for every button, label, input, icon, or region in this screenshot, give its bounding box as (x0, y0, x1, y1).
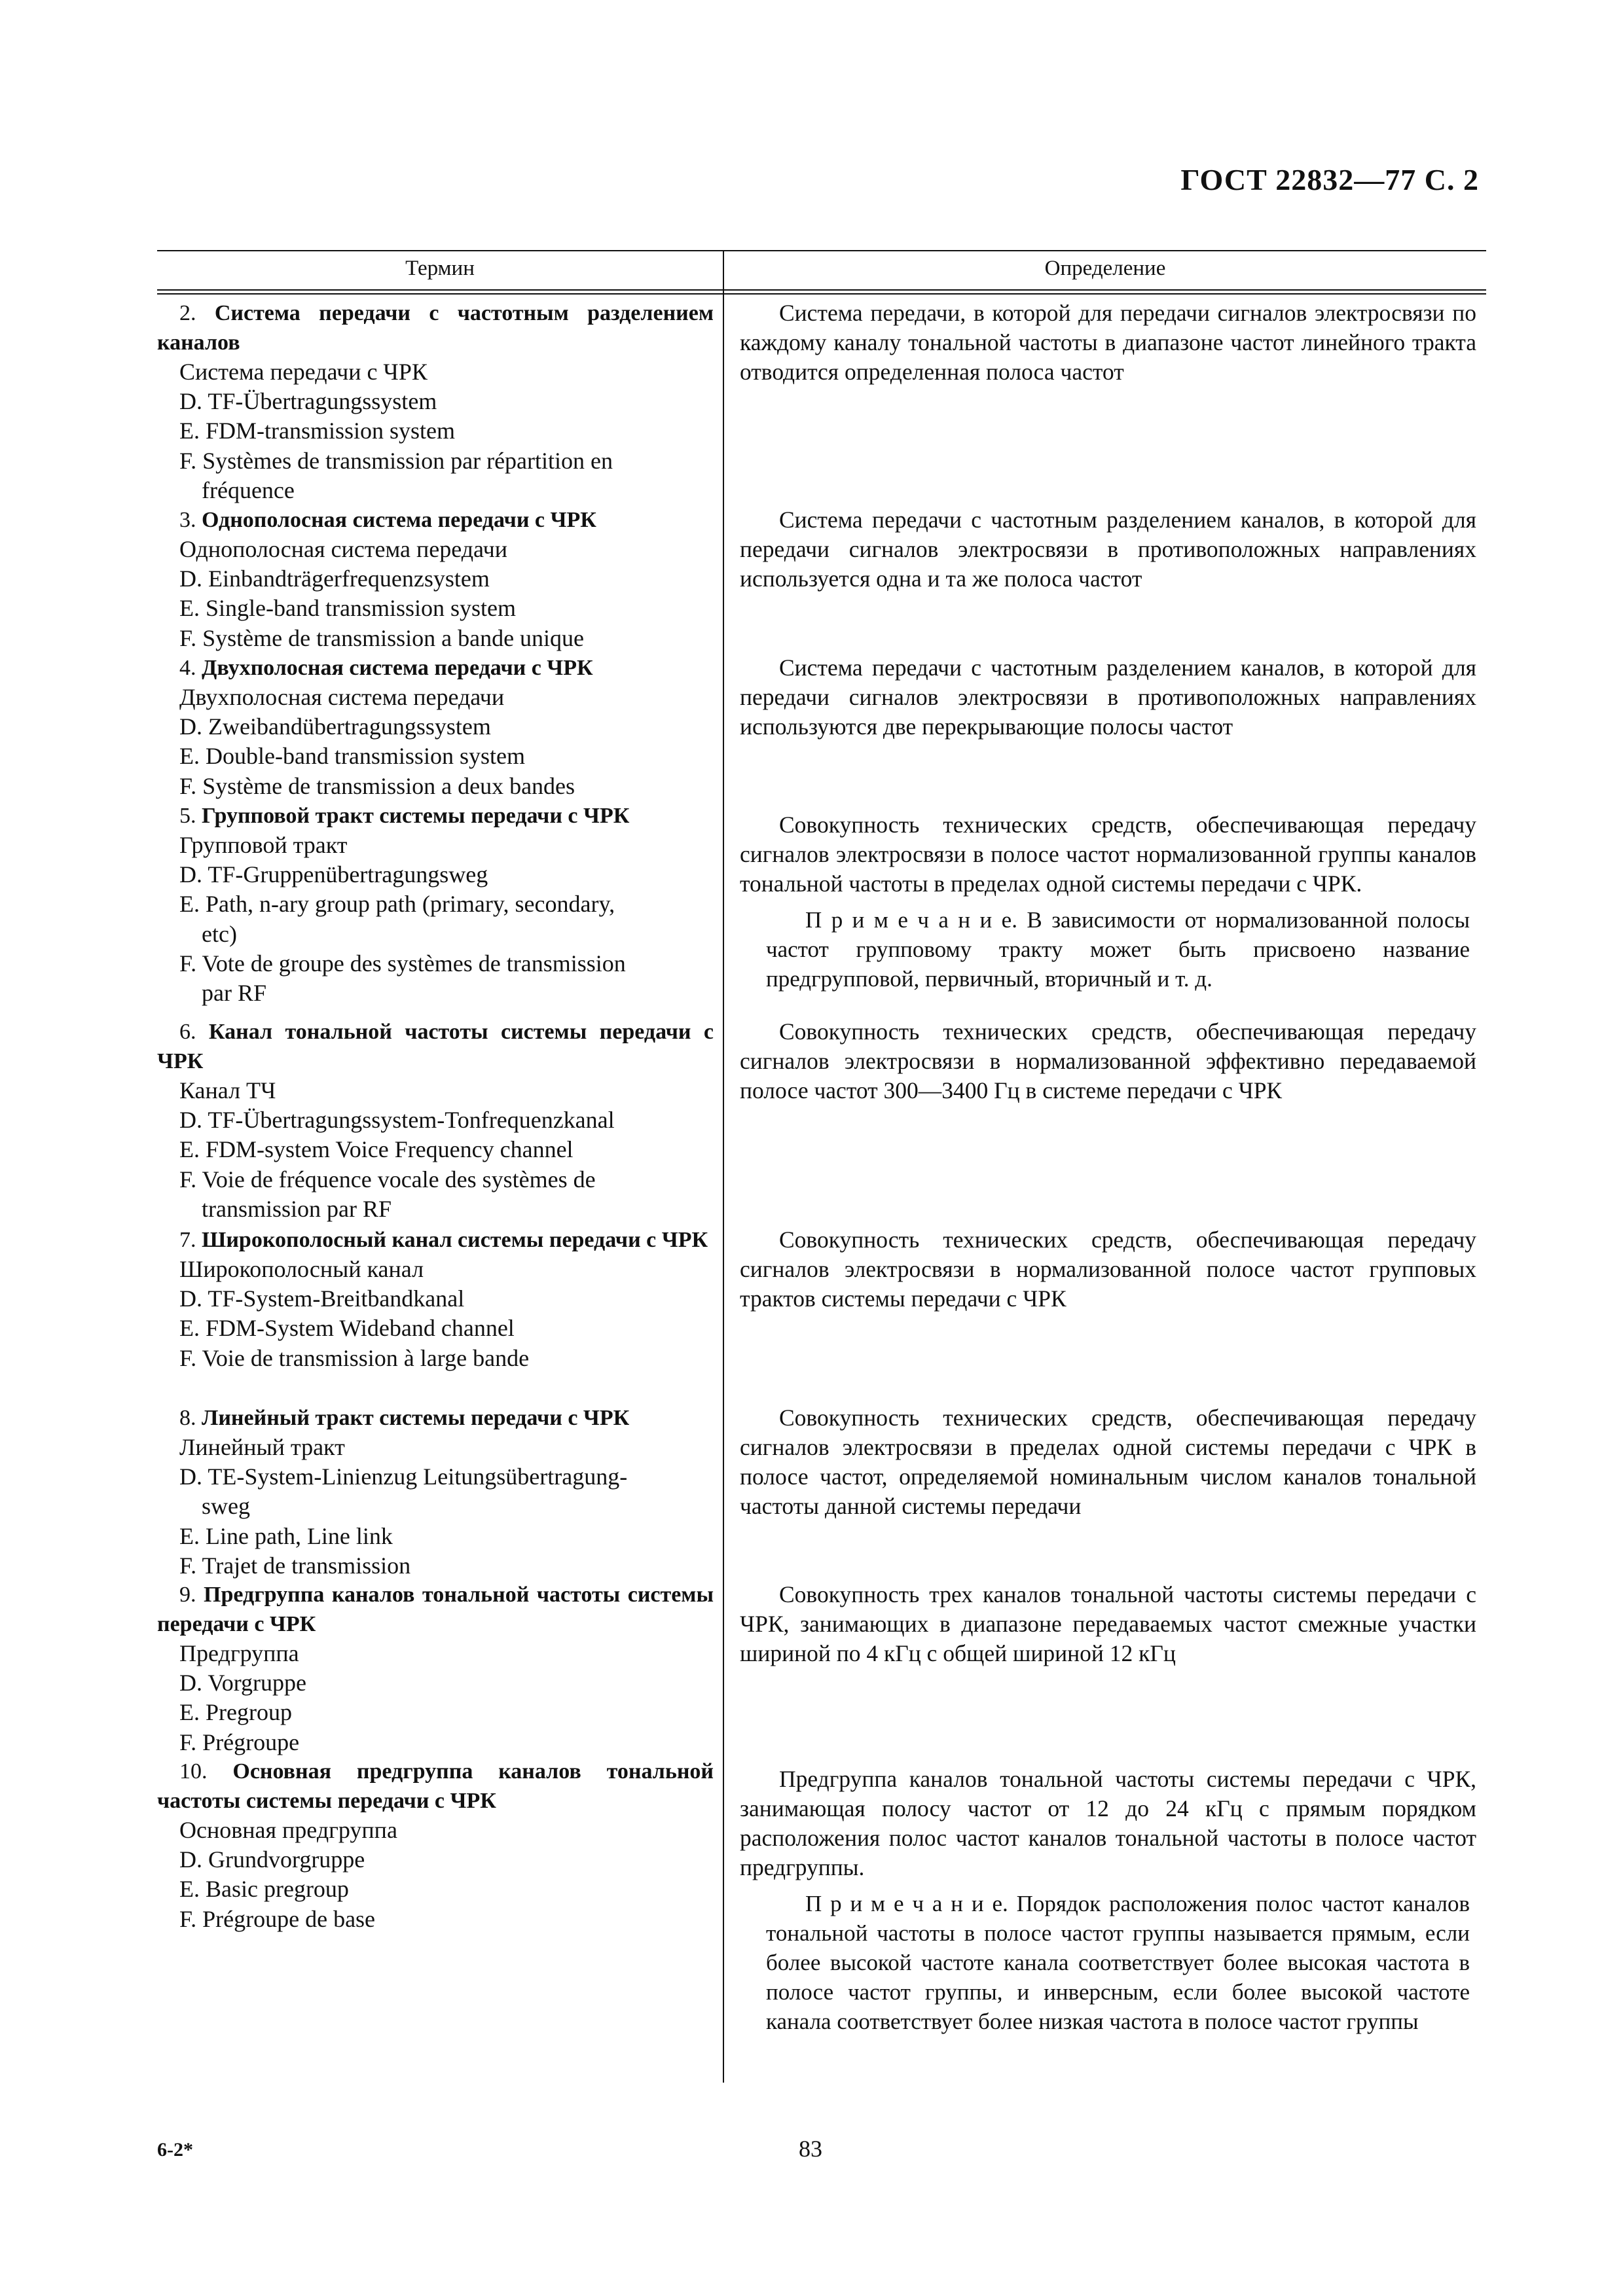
footer-code: 6-2* (157, 2139, 193, 2161)
column-header-definition: Определение (1044, 257, 1166, 280)
term-english-cont: etc) (202, 920, 237, 947)
definition-entry (740, 298, 1476, 387)
term-german: D. TF-Gruppenübertragungsweg (179, 861, 488, 888)
term-heading: 9. Предгруппа каналов тональной частоты системы передачи с ЧРК (157, 1583, 714, 1636)
term-german: D. Einbandträgerfrequenzsystem (179, 565, 490, 592)
term-heading: 6. Канал тональной частоты системы передачи с ЧРК (157, 1020, 714, 1073)
term-synonym: Групповой тракт (179, 832, 348, 858)
term-synonym: Двухполосная система передачи (179, 684, 505, 710)
term-german: D. Zweibandübertragungssystem (179, 713, 491, 740)
term-french: F. Systèmes de transmission par répartition en (179, 447, 613, 474)
term-french-cont: transmission par RF (202, 1195, 392, 1222)
definition-text: Система передачи с частотным разделением каналов, в которой для передачи сигналов электросвязи в противоположных направлениях используются две перекрывающие полосы частот (740, 655, 1476, 740)
definition-text: Предгруппа каналов тональной частоты системы передачи с ЧРК, занимающая полосу частот от 12 до 24 кГц с прямым порядком расположения полос частот каналов тональной частоты в полосе частот предгруппы. (740, 1766, 1476, 1880)
page-number: 83 (799, 2136, 822, 2162)
term-english: E. Single-band transmission system (179, 595, 516, 622)
term-german: D. TF-Übertragungssystem-Tonfrequenzkanal (179, 1107, 615, 1134)
document-header: ГОСТ 22832—77 С. 2 (1180, 163, 1479, 196)
definition-note (740, 1889, 1476, 2036)
term-french-cont: par RF (202, 980, 266, 1007)
term-french: F. Prégroupe de base (179, 1905, 376, 1932)
definition-text: Совокупность технических средств, обеспечивающая передачу сигналов электросвязи в нормализованной полосе частот групповых трактов системы передачи с ЧРК (740, 1227, 1476, 1312)
term-synonym: Система передачи с ЧРК (179, 359, 428, 385)
term-heading: 3. Однополосная система передачи с ЧРК (179, 508, 596, 532)
term-heading: 2. Система передачи с частотным разделением каналов (157, 301, 714, 355)
term-german: D. TE-System-Linienzug Leitungsübertragung- (179, 1463, 628, 1490)
term-synonym: Канал ТЧ (179, 1077, 276, 1103)
definition-note (740, 905, 1476, 994)
note-text: В зависимости от нормализованной полосы частот групповому тракту может быть присвоено название предгрупповой, первичный, вторичный и т. д. (766, 907, 1470, 992)
definition-text: Совокупность технических средств, обеспечивающая передачу сигналов электросвязи в нормализованной эффективно передаваемой полосе частот 300—3400 Гц в системе передачи с ЧРК (740, 1018, 1476, 1103)
definition-entry (740, 1580, 1476, 1668)
term-english: E. Pregroup (179, 1699, 292, 1726)
term-french: F. Voie de fréquence vocale des systèmes de (179, 1166, 596, 1193)
term-french: F. Voie de transmission à large bande (179, 1344, 530, 1371)
term-french: F. Prégroupe (179, 1729, 300, 1755)
definition-entry (740, 1403, 1476, 1521)
term-heading: 8. Линейный тракт системы передачи с ЧРК (179, 1406, 630, 1430)
term-synonym: Основная предгруппа (179, 1817, 397, 1843)
term-french-cont: fréquence (202, 476, 295, 503)
definition-entry (740, 505, 1476, 594)
term-heading: 7. Широкополосный канал системы передачи с ЧРК (179, 1228, 708, 1252)
term-entry (157, 653, 714, 801)
term-english: E. Path, n-ary group path (primary, secondary, (179, 891, 615, 918)
definition-text: Система передачи, в которой для передачи сигналов электросвязи по каждому каналу тональной частоты в диапазоне частот линейного тракта отводится определенная полоса частот (740, 300, 1476, 385)
term-german-cont: sweg (202, 1493, 250, 1520)
definition-text: Совокупность технических средств, обеспечивающая передачу сигналов электросвязи в пределах одной системы передачи с ЧРК в полосе частот, определяемой номинальным числом каналов тональной частоты данной системы передачи (740, 1405, 1476, 1519)
column-header-term: Термин (405, 257, 475, 280)
term-synonym: Однополосная система передачи (179, 536, 507, 562)
term-english: E. FDM-System Wideband channel (179, 1315, 515, 1342)
definition-text: Совокупность технических средств, обеспечивающая передачу сигналов электросвязи в полосе частот нормализованной группы каналов тональной частоты в пределах одной системы передачи с ЧРК. (740, 812, 1476, 897)
term-entry (157, 505, 714, 653)
term-synonym: Широкополосный канал (179, 1256, 424, 1282)
note-text: Порядок расположения полос частот каналов тональной частоты в полосе частот группы называется прямым, если более высокой частоте канала соответствует более высокая частота в полосе частот группы, и инверсным, если более высокой частоте канала соответствует более низкая частота в полосе частот группы (766, 1891, 1470, 2034)
note-label: П р и м е ч а н и е. (805, 907, 1017, 933)
definition-entry (740, 1765, 1476, 2036)
term-german: D. Vorgruppe (179, 1670, 307, 1696)
term-german: D. TF-System-Breitbandkanal (179, 1285, 465, 1312)
term-entry (157, 1757, 714, 1934)
table-top-rule (157, 250, 1486, 251)
definition-entry (740, 653, 1476, 742)
term-french: F. Système de transmission a bande unique (179, 624, 585, 651)
term-entry (157, 1580, 714, 1757)
term-heading: 10. Основная предгруппа каналов тональной частоты системы передачи с ЧРК (157, 1759, 714, 1813)
term-entry (157, 298, 714, 505)
term-synonym: Предгруппа (179, 1640, 299, 1666)
term-german: D. TF-Übertragungssystem (179, 388, 437, 415)
table-header-rule-double (157, 293, 1486, 295)
term-english: E. Line path, Line link (179, 1522, 393, 1549)
term-entry (157, 1403, 714, 1581)
term-french: F. Vote de groupe des systèmes de transmission (179, 950, 626, 977)
term-german: D. Grundvorgruppe (179, 1846, 365, 1873)
column-divider (723, 250, 724, 2083)
term-entry (157, 801, 714, 1008)
term-entry (157, 1017, 714, 1224)
term-synonym: Линейный тракт (179, 1434, 345, 1460)
term-entry (157, 1225, 714, 1373)
table-header-rule (157, 289, 1486, 291)
term-english: E. FDM-transmission system (179, 418, 456, 444)
term-french: F. Système de transmission a deux bandes (179, 772, 575, 799)
term-english: E. FDM-system Voice Frequency channel (179, 1136, 574, 1163)
term-english: E. Basic pregroup (179, 1876, 349, 1903)
term-french: F. Trajet de transmission (179, 1552, 411, 1579)
term-heading: 4. Двухполосная система передачи с ЧРК (179, 656, 593, 680)
term-english: E. Double-band transmission system (179, 743, 525, 770)
note-label: П р и м е ч а н и е. (805, 1891, 1008, 1916)
definition-text: Совокупность трех каналов тональной частоты системы передачи с ЧРК, занимающих в диапазоне передаваемых частот смежные участки шириной по 4 кГц с общей шириной 12 кГц (740, 1581, 1476, 1666)
definition-entry (740, 810, 1476, 994)
definition-entry (740, 1017, 1476, 1105)
term-heading: 5. Групповой тракт системы передачи с ЧРК (179, 804, 630, 828)
definition-entry (740, 1225, 1476, 1314)
definition-text: Система передачи с частотным разделением каналов, в которой для передачи сигналов электросвязи в противоположных направлениях используется одна и та же полоса частот (740, 507, 1476, 592)
